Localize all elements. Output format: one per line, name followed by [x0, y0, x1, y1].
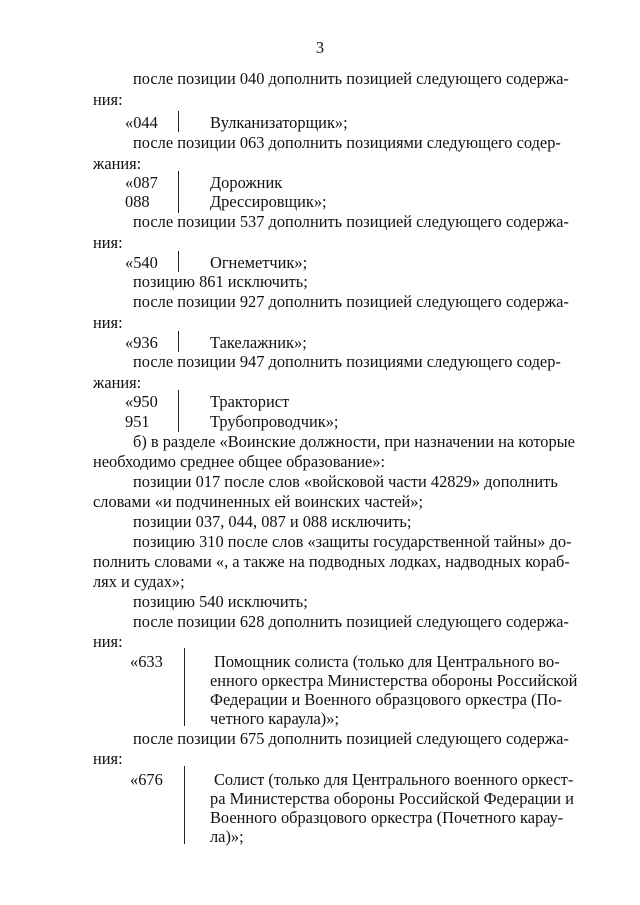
column-divider — [178, 171, 179, 213]
position-description-line: Солист (только для Центрального военного оркест- — [214, 770, 574, 789]
text-line: ния: — [93, 632, 123, 651]
position-description-line: ла)»; — [210, 827, 244, 846]
text-line: позиции 017 после слов «войсковой части 42829» дополнить — [133, 472, 558, 491]
position-name: Дорожник — [210, 173, 283, 192]
position-code: «540 — [125, 253, 158, 272]
position-description-line: Военного образцового оркестра (Почетного карау- — [210, 808, 564, 827]
position-code: «633 — [130, 652, 163, 671]
position-description-line: четного караула)»; — [210, 709, 340, 728]
column-divider — [178, 251, 179, 272]
text-line: после позиции 537 дополнить позицией следующего содержа- — [133, 212, 569, 231]
position-name: Такелажник»; — [210, 333, 307, 352]
column-divider — [184, 648, 185, 726]
text-line: лях и судах»; — [93, 572, 185, 591]
text-line: жания: — [93, 154, 142, 173]
text-line: после позиции 947 дополнить позициями следующего содер- — [133, 352, 561, 371]
position-description-line: Федерации и Военного образцового оркестра (По- — [210, 690, 562, 709]
text-line: жания: — [93, 373, 142, 392]
text-line: после позиции 675 дополнить позицией следующего содержа- — [133, 729, 569, 748]
text-line: ния: — [93, 749, 123, 768]
position-name: Тракторист — [210, 392, 290, 411]
column-divider — [178, 111, 179, 132]
position-code: «087 — [125, 173, 158, 192]
position-description-line: Помощник солиста (только для Центрального во- — [214, 652, 560, 671]
page-number: 3 — [315, 38, 325, 57]
position-name: Трубопроводчик»; — [210, 412, 339, 431]
text-line: словами «и подчиненных ей воинских частей»; — [93, 492, 424, 511]
column-divider — [178, 390, 179, 432]
text-line: б) в разделе «Воинские должности, при назначении на которые — [133, 432, 575, 451]
text-line: ния: — [93, 233, 123, 252]
text-line: полнить словами «, а также на подводных лодках, надводных кораб- — [93, 552, 570, 571]
position-description-line: енного оркестра Министерства обороны Российской — [210, 671, 578, 690]
position-code: «044 — [125, 113, 158, 132]
text-line: ния: — [93, 313, 123, 332]
position-name: Дрессировщик»; — [210, 192, 327, 211]
column-divider — [178, 331, 179, 352]
position-code: «676 — [130, 770, 163, 789]
text-line: необходимо среднее общее образование»: — [93, 452, 386, 471]
position-code: «936 — [125, 333, 158, 352]
text-line: после позиции 927 дополнить позицией следующего содержа- — [133, 292, 569, 311]
position-code: «950 — [125, 392, 158, 411]
text-line: позицию 861 исключить; — [133, 272, 308, 291]
column-divider — [184, 766, 185, 844]
text-line: позицию 310 после слов «защиты государственной тайны» до- — [133, 532, 572, 551]
text-line: после позиции 628 дополнить позицией следующего содержа- — [133, 612, 569, 631]
position-name: Вулканизаторщик»; — [210, 113, 348, 132]
text-line: ния: — [93, 90, 123, 109]
position-code: 951 — [125, 412, 150, 431]
text-line: позицию 540 исключить; — [133, 592, 308, 611]
text-line: после позиции 040 дополнить позицией следующего содержа- — [133, 69, 569, 88]
text-line: после позиции 063 дополнить позициями следующего содер- — [133, 133, 561, 152]
position-name: Огнеметчик»; — [210, 253, 308, 272]
text-line: позиции 037, 044, 087 и 088 исключить; — [133, 512, 412, 531]
position-description-line: ра Министерства обороны Российской Федерации и — [210, 789, 574, 808]
position-code: 088 — [125, 192, 150, 211]
